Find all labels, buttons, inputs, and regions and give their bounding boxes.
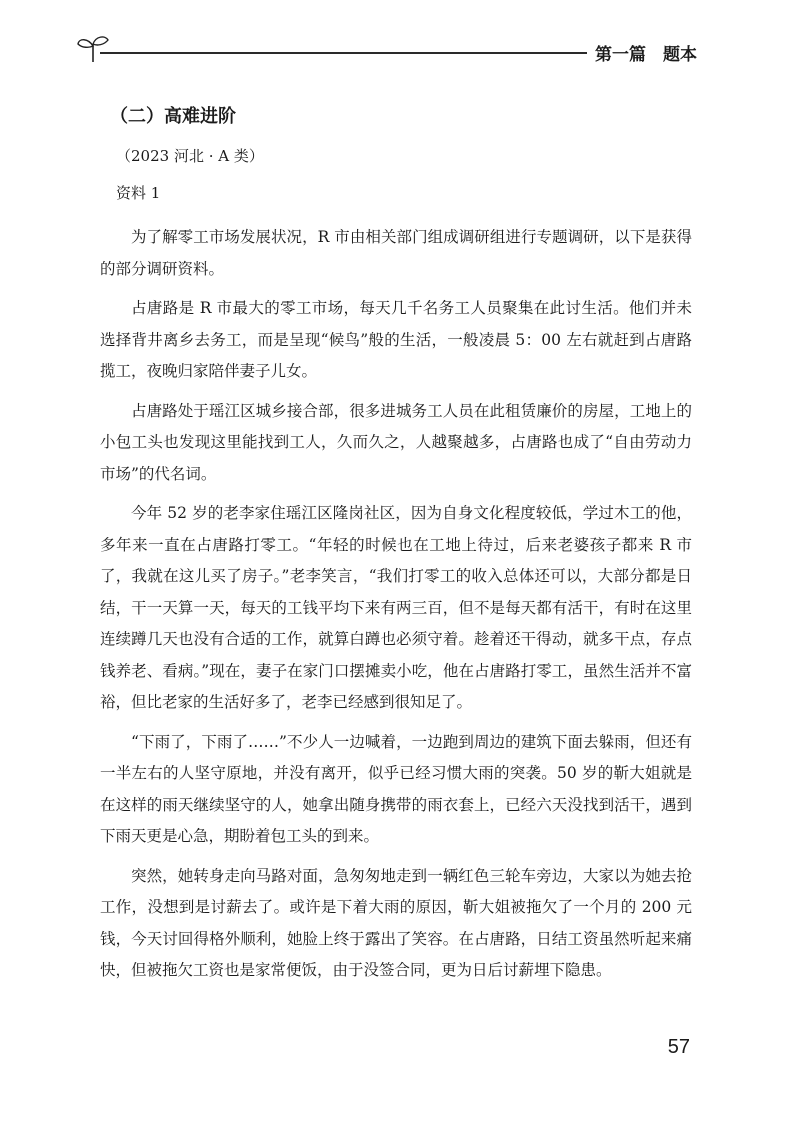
paragraph: 占唐路是 R 市最大的零工市场，每天几千名务工人员聚集在此讨生活。他们并未选择背井离乡去务工，而是呈现“候鸟”般的生活，一般凌晨 5：00 左右就赶到占唐路揽工，夜晚归家陪伴妻子儿女。 [100,299,692,380]
paragraph: 为了解零工市场发展状况，R 市由相关部门组成调研组进行专题调研，以下是获得的部分调研资料。 [100,228,692,278]
paragraph: 突然，她转身走向马路对面，急匆匆地走到一辆红色三轮车旁边，大家以为她去抢工作，没想到是讨薪去了。或许是下着大雨的原因，靳大姐被拖欠了一个月的 200 元钱，今天讨回得格外顺利，她脸上终于露出了笑容。在占唐路，日结工资虽然听起来痛快，但被拖欠工资也是家常便饭，由于没签合同，更为日后讨薪埋下隐患。 [100,866,692,979]
paragraph: 占唐路处于瑶江区城乡接合部，很多进城务工人员在此租赁廉价的房屋，工地上的小包工头也发现这里能找到工人，久而久之，人越聚越多，占唐路也成了“自由劳动力市场”的代名词。 [100,401,692,483]
paragraph: “下雨了，下雨了……”不少人一边喊着，一边跑到周边的建筑下面去躲雨，但还有一半左右的人坚守原地，并没有离开，似乎已经习惯大雨的突袭。50 岁的靳大姐就是在这样的雨天继续坚守的人，她拿出随身携带的雨衣套上，已经六天没找到活干，遇到下雨天更是心急，期盼着包工头的到来。 [100,732,692,845]
paragraph: 今年 52 岁的老李家住瑶江区隆岗社区，因为自身文化程度较低，学过木工的他，多年来一直在占唐路打零工。“年轻的时候也在工地上待过，后来老婆孩子都来 R 市了，我就在这儿买了房子。”老李笑言，“我们打零工的收入总体还可以，大部分都是日结，干一天算一天，每天的工钱平均下来有两三百，但不是每天都有活干，有时在这里连续蹲几天也没有合适的工作，就算白蹲也必须守着。趁着还干得动，就多干点，存点钱养老、看病。”现在，妻子在家门口摆摊卖小吃，他在占唐路打零工，虽然生活并不富裕，但比老家的生活好多了，老李已经感到很知足了。 [100,504,692,711]
exam-source: （2023 河北 · A 类） [116,147,264,165]
material-label: 资料 1 [116,184,161,202]
page-header [0,0,800,80]
header-title: 第一篇 题本 [587,40,697,65]
sprout-icon [76,34,110,64]
section-heading: （二）高难进阶 [110,106,236,127]
page-number: 57 [667,1036,690,1058]
page-content [100,104,692,995]
